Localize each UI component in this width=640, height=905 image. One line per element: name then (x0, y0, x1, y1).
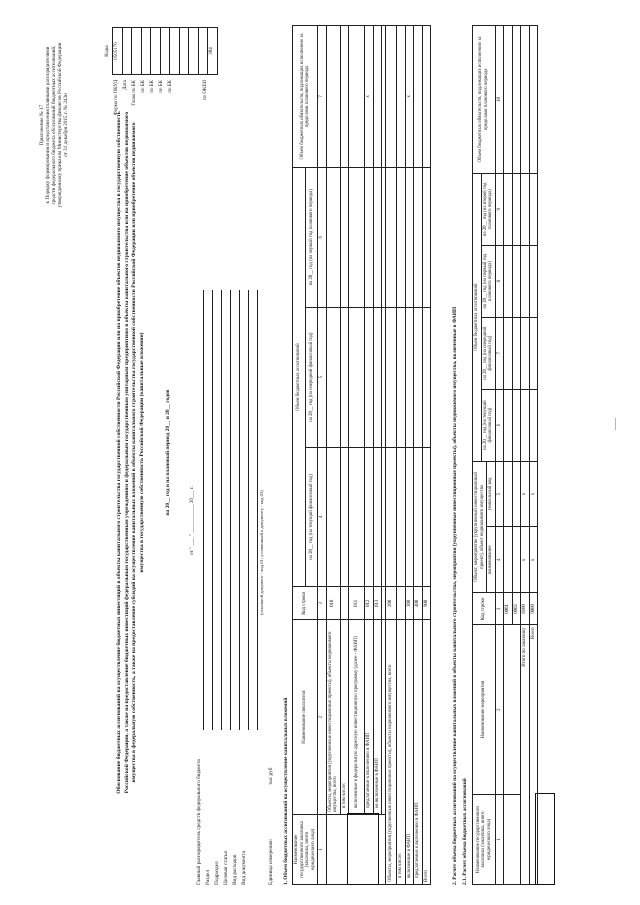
label-glava: Глава по БК (132, 80, 137, 106)
s2-row-x: x (529, 527, 538, 593)
s1-row-code: 200 (386, 587, 397, 620)
s2-row-x: x (529, 461, 538, 527)
s1-row-code: 400 (414, 587, 423, 620)
s2-col-next-year: на 20__ год (на очередной финансовый год) (481, 317, 495, 389)
label-date: Дата (123, 80, 128, 90)
codes-okei-value: 384 (208, 28, 218, 75)
scan-artifact (615, 418, 616, 430)
s1-row-code: 010 (326, 587, 340, 620)
codes-empty-cell (141, 28, 151, 75)
s2-col-object: Объект, мероприятие (укрупненный инвестиционный проект), объект недвижимого имущества (473, 461, 487, 593)
col-number: 1 (495, 795, 504, 885)
col-number: 9 (495, 173, 504, 245)
s2-col-name: наименование (487, 527, 496, 593)
s1-row-label: включенные в ФАИП (405, 620, 414, 885)
s2-col-plan-1: на 20__ год (на первый год планового периода) (481, 245, 495, 317)
doc-type-hint: (основной документ - код 01; уточненный к документу - код 02) (259, 490, 264, 615)
s2-recipient-frame (535, 793, 555, 885)
s1-col-after-plan: Объем бюджетных обязательств, подлежащих исполнению за пределами планового периода (293, 26, 318, 168)
codes-header: Коды (105, 45, 111, 57)
line-expense-type (248, 290, 249, 730)
label-recipient: Раздел (205, 870, 211, 885)
s1-row-code: 300 (405, 587, 414, 620)
appendix-line: к Порядку формирования и представления главными распорядителями (44, 46, 51, 204)
col-number: 10 (495, 26, 504, 174)
s2-row-x: x (521, 527, 530, 593)
s1-row-label: в том числе: (397, 620, 406, 885)
s1-col-next-year: на 20__ год (на очередной финансовый год) (305, 307, 318, 447)
col-number: 4 (318, 447, 327, 587)
label-section: Подраздел (214, 861, 220, 885)
s1-row-label: предлагаемые к включению в ФАИП (365, 620, 374, 815)
s1-col-current-year: на 20__ год (на текущий финансовый год) (305, 447, 318, 587)
section-2-1-title: 2.1. Расчет объема бюджетных ассигнований (462, 778, 468, 885)
col-number: 6 (318, 167, 327, 307)
label-bk-3: по БК (159, 80, 164, 93)
s2-row-label: Всего (529, 625, 538, 885)
line-chief-manager (203, 290, 204, 730)
s1-row-label: Всего (422, 620, 431, 885)
label-okud: Форма по ОКУД (114, 80, 119, 116)
col-number: 7 (318, 26, 327, 168)
s1-row-label: Объекты, мероприятия (укрупненные инвестиционные проекты), объекты недвижимого имущества, всего (326, 620, 340, 815)
col-number: 5 (318, 307, 327, 447)
codes-empty-cell (198, 28, 208, 75)
col-number: 2 (495, 625, 504, 795)
document-subtitle: на 20__ год и на плановый период 20__ и 20__ годов (165, 389, 171, 516)
codes-empty-cell (160, 28, 170, 75)
s2-col-plan-2: на 20__ год (на второй год планового периода) (481, 173, 495, 245)
codes-empty-cell (151, 28, 161, 75)
label-target-article: Вид расходов (232, 854, 238, 885)
section-1-table (292, 25, 431, 885)
label-bk-4: по БК (168, 80, 173, 93)
col-number: 4 (495, 527, 504, 593)
line-recipient (212, 290, 213, 730)
s1-col-line-code: Код строки (293, 587, 318, 620)
s1-col-plan-2: на 20__ год (на первый год планового периода) (305, 167, 318, 307)
s2-row-code: 0002 (512, 593, 521, 625)
s2-row-code: 0001 (504, 593, 513, 625)
section-1-title: 1. Объем бюджетных ассигнований на осуществление капитальных вложений (283, 697, 289, 885)
s1-row-code: 013 (373, 587, 382, 620)
label-unit: Единица измерения: (268, 838, 274, 885)
col-number: 1 (318, 815, 327, 885)
s1-recipient-frame (347, 813, 379, 885)
s2-row-code: 9000 (529, 593, 538, 625)
s2-row-code: 8100 (521, 593, 530, 625)
section-2-table (472, 25, 538, 885)
s1-row-label: не включенные в ФАИП (373, 620, 382, 815)
s1-col-indicator: Наименование показателя (293, 620, 318, 815)
col-number: 2 (318, 620, 327, 815)
label-bk-1: по БК (141, 80, 146, 93)
label-okei: по ОКЕИ (203, 80, 208, 101)
codes-box (104, 27, 218, 75)
s1-row-x: x (405, 26, 414, 168)
s2-row-x: x (521, 461, 530, 527)
label-subsection: Целевая статья (223, 851, 229, 885)
appendix-line: от 31 декабря 2015 г. № 243н (62, 93, 69, 157)
line-subsection (230, 290, 231, 730)
codes-empty-cell (170, 28, 180, 75)
label-chief-manager: Главный распорядитель средств федерального бюджета (196, 759, 202, 885)
s2-col-line-code: Код строки (473, 593, 496, 625)
s1-row-label: Объекты, мероприятия (укрупненные инвестиционные проекты), объекты недвижимого имущества, всего (386, 620, 397, 885)
col-number: 7 (495, 317, 504, 389)
line-section (221, 290, 222, 730)
col-number: 5 (495, 461, 504, 527)
codes-okud-value: 0505170 (113, 28, 123, 75)
unit-value: тыс руб (268, 767, 274, 785)
s2-col-volume: Объем бюджетных ассигнований (473, 173, 482, 461)
appendix-line: средств федерального бюджета обоснований бюджетных ассигнований, (50, 45, 57, 205)
appendix-line: утвержденному приказом Министерства финансов Российской Федерации (56, 42, 63, 208)
s2-col-event: Наименование мероприятия (473, 625, 496, 795)
s1-col-volume: Объем бюджетных ассигнований (293, 167, 306, 586)
col-number: 8 (495, 245, 504, 317)
section-2-title: 2. Расчет объема бюджетных ассигнований на осуществление капитальных вложений в объекты капитального строительства, мероприятия (укрупненные инвестиционные проекты), объекты недвижимого имущества, включенные в ФАИП (452, 306, 458, 885)
s2-row-label: Итого по заказчику (521, 625, 530, 885)
appendix-number: Приложение № 17 (39, 104, 45, 146)
s1-row-label: предлагаемые к включению в ФАИП (414, 620, 423, 885)
codes-empty-cell (189, 28, 199, 75)
s1-row-code: 011 (349, 587, 365, 620)
s2-col-recipient: Наименование государственного заказчика (заказчика, иного юридического лица) (473, 795, 496, 885)
s2-col-after-plan: Объем бюджетных обязательств, подлежащих исполнению за пределами планового периода (473, 26, 496, 174)
s2-col-unique-code: уникальный код (487, 461, 496, 527)
appendix-reference (40, 20, 70, 230)
line-target-article (239, 290, 240, 730)
s1-row-x: x (365, 26, 374, 168)
col-number: 3 (318, 587, 327, 620)
label-expense-type: Вид документа (241, 850, 247, 885)
s1-col-recipient: Наименование государственного заказчика (заказчика, иного юридического лица) (293, 815, 318, 885)
s1-row-code: 900 (422, 587, 431, 620)
label-bk-2: по БК (150, 80, 155, 93)
s1-row-code: 012 (365, 587, 374, 620)
col-number: 6 (495, 389, 504, 461)
s2-col-current-year: на 20__ год (на текущий финансовый год) (481, 389, 495, 461)
codes-empty-cell (132, 28, 142, 75)
codes-empty-cell (179, 28, 189, 75)
col-number: 3 (495, 593, 504, 625)
document-title: Обоснование бюджетных ассигнований на осуществление бюджетных инвестиций в объекты капитального строительства государственной собственности Российской Федерации или на приобретение объектов недвижимого имущества в государственную собственность Российской Федерации, а также на предоставление бюджетных инвестиций федеральным государственным учреждениям и федеральным государственным унитарным предприятиям в объекты капитального строительства или на приобретение объектов недвижимого имущества в федеральную собственность, а также на предоставление субсидий на осуществление капитальных вложений в объекты капитального строительства государственной собственности Российской Федерации или приобретение объектов недвижимого имущества в государственную собственность Российской Федерации (капитальные вложения) (116, 111, 145, 794)
codes-empty-cell (122, 28, 132, 75)
date-from: от " ___ " ___________ 20___ г. (189, 486, 195, 555)
s1-row-label: включенные в федеральную адресную инвестиционную программу (далее - ФАИП) (349, 620, 365, 815)
line-doc-type (257, 290, 258, 730)
s1-row-label: в том числе: (340, 620, 349, 815)
